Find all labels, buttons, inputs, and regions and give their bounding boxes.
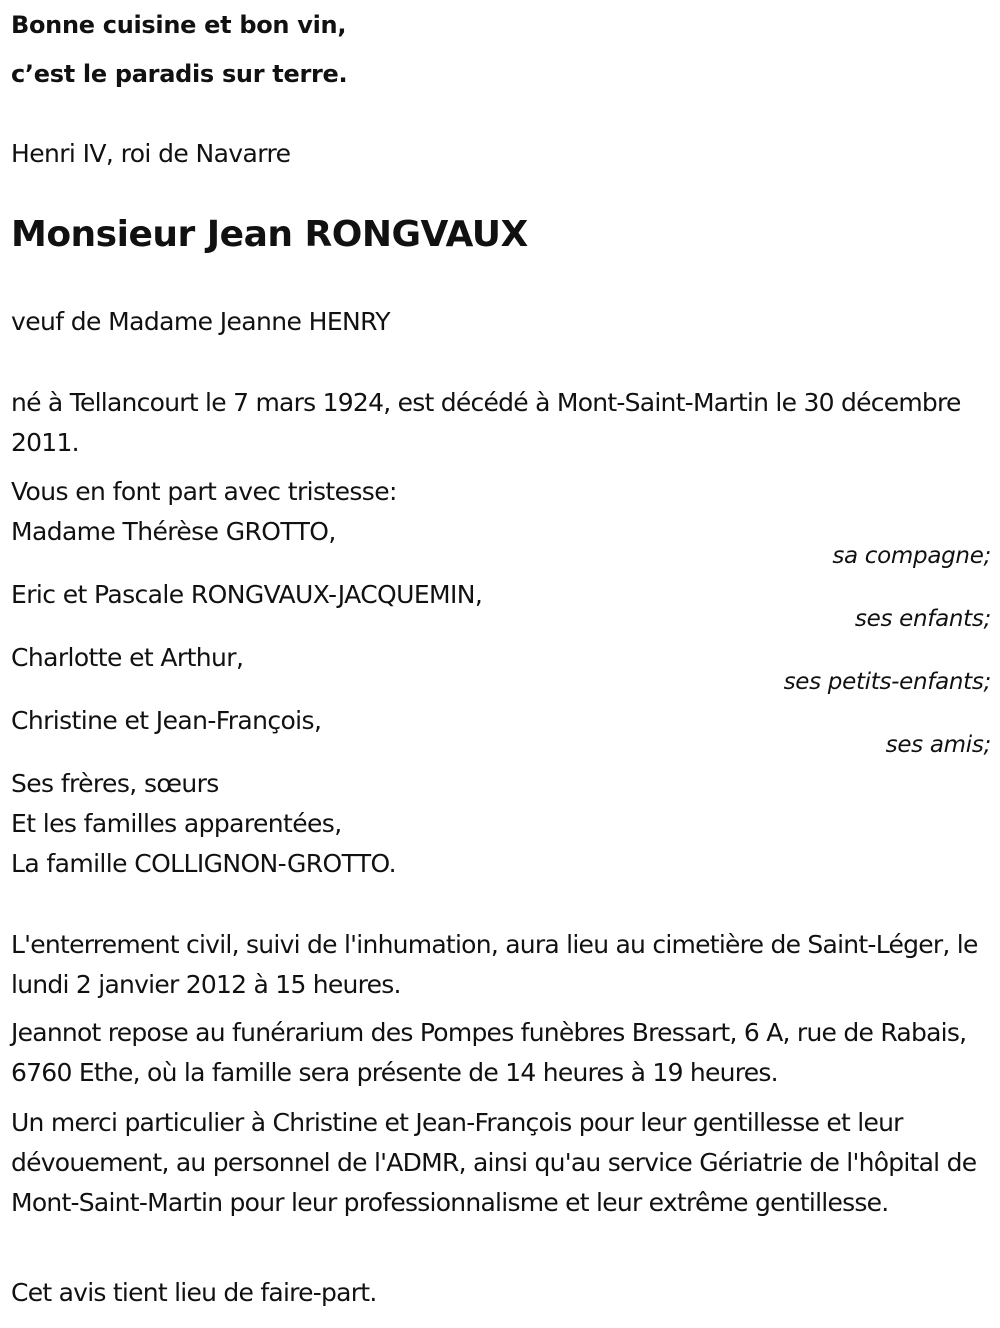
family-names-3: Christine et Jean-François, <box>11 706 322 735</box>
visitation-paragraph: Jeannot repose au funérarium des Pompes funèbres Bressart, 6 A, rue de Rabais, 6760 Ethe, où la famille sera présente de 14 heures à 19 heures. <box>11 1018 967 1087</box>
birth-death-paragraph: né à Tellancourt le 7 mars 1924, est décédé à Mont-Saint-Martin le 30 décembre 2011. <box>11 388 961 457</box>
family-names-2: Charlotte et Arthur, <box>11 643 244 672</box>
others-line-0: Ses frères, sœurs <box>11 769 219 798</box>
notice-paragraph: Cet avis tient lieu de faire-part. <box>11 1278 377 1307</box>
family-names-1: Eric et Pascale RONGVAUX-JACQUEMIN, <box>11 580 483 609</box>
others-line-1: Et les familles apparentées, <box>11 809 342 838</box>
family-relation-0: sa compagne; <box>832 543 991 569</box>
quote-line-1: Bonne cuisine et bon vin, <box>11 11 347 39</box>
quote-author: Henri IV, roi de Navarre <box>11 139 291 168</box>
others-line-2: La famille COLLIGNON-GROTTO. <box>11 849 396 878</box>
burial-paragraph: L'enterrement civil, suivi de l'inhumation, aura lieu au cimetière de Saint-Léger, le lundi 2 janvier 2012 à 15 heures. <box>11 930 978 999</box>
family-relation-3: ses amis; <box>885 732 991 758</box>
quote-line-2: c’est le paradis sur terre. <box>11 60 348 88</box>
widower-of: veuf de Madame Jeanne HENRY <box>11 307 390 336</box>
family-names-0: Madame Thérèse GROTTO, <box>11 517 336 546</box>
deceased-name: Monsieur Jean RONGVAUX <box>11 214 528 255</box>
thanks-paragraph: Un merci particulier à Christine et Jean-François pour leur gentillesse et leur dévouement, au personnel de l'ADMR, ainsi qu'au service Gériatrie de l'hôpital de Mont-Saint-Martin pour leur professionnalisme et leur extrême gentillesse. <box>11 1108 977 1217</box>
family-relation-1: ses enfants; <box>854 606 991 632</box>
announcement-intro: Vous en font part avec tristesse: <box>11 477 397 506</box>
family-relation-2: ses petits-enfants; <box>783 669 991 695</box>
